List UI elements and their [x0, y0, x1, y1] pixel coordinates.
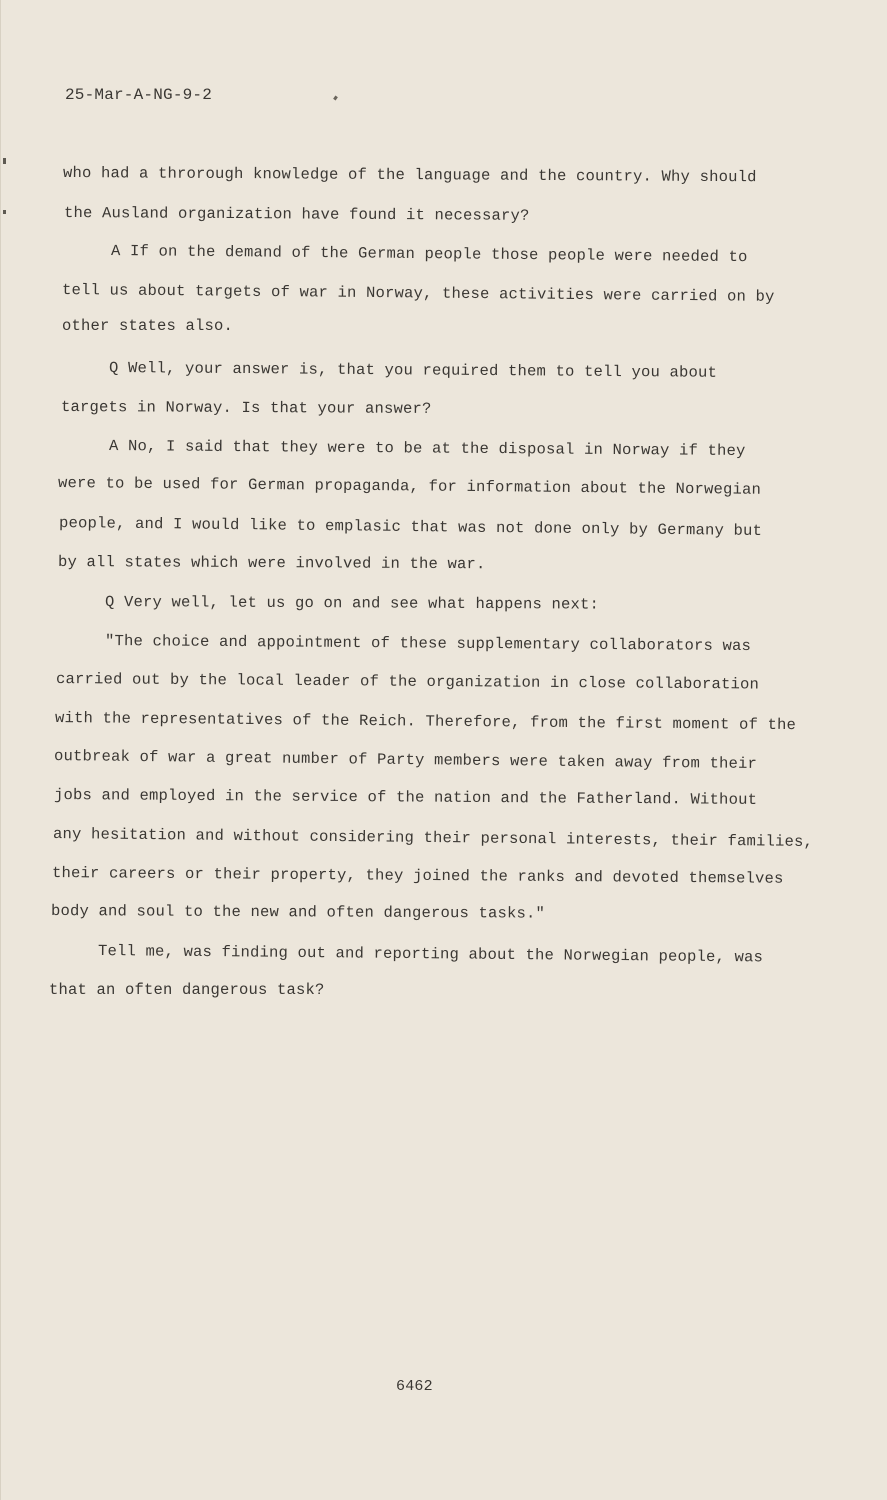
answer-line: A No, I said that they were to be at the disposal in Norway if they	[108, 437, 746, 460]
answer-line: A If on the demand of the German people those people were needed to	[110, 242, 748, 267]
quote-line: with the representatives of the Reich. Therefore, from the first moment of the	[54, 709, 797, 735]
quote-line: body and soul to the new and often dangerous tasks."	[50, 902, 546, 923]
question-line: Q Very well, let us go on and see what happens next:	[104, 593, 600, 614]
text-line: targets in Norway. Is that your answer?	[60, 398, 432, 418]
edge-mark	[3, 210, 6, 214]
page-number: 6462	[396, 1378, 433, 1395]
text-line: other states also.	[62, 317, 234, 335]
quote-line: "The choice and appointment of these supplementary collaborators was	[104, 632, 752, 656]
text-line: by all states which were involved in the war.	[57, 553, 486, 574]
ink-speck	[333, 96, 338, 101]
text-line: were to be used for German propaganda, for information about the Norwegian	[57, 474, 762, 499]
text-line: who had a throrough knowledge of the language and the country. Why should	[62, 164, 757, 187]
quote-line: jobs and employed in the service of the nation and the Fatherland. Without	[53, 786, 758, 809]
text-line: the Ausland organization have found it necessary?	[63, 204, 530, 225]
text-line: that an often dangerous task?	[49, 981, 325, 999]
edge-mark	[3, 158, 6, 164]
quote-line: their careers or their property, they joined the ranks and devoted themselves	[51, 864, 784, 888]
document-id: 25-Mar-A-NG-9-2	[65, 86, 213, 104]
question-line: Q Well, your answer is, that you required them to tell you about	[108, 359, 718, 382]
text-line: tell us about targets of war in Norway, these activities were carried on by	[61, 281, 775, 306]
quote-line: outbreak of war a great number of Party members were taken away from their	[53, 747, 758, 773]
quote-line: any hesitation and without considering their personal interests, their families,	[52, 825, 814, 851]
text-line: people, and I would like to emplasic that was not done only by Germany but	[58, 514, 763, 540]
question-line: Tell me, was finding out and reporting about the Norwegian people, was	[97, 942, 764, 967]
quote-line: carried out by the local leader of the organization in close collaboration	[55, 670, 760, 694]
